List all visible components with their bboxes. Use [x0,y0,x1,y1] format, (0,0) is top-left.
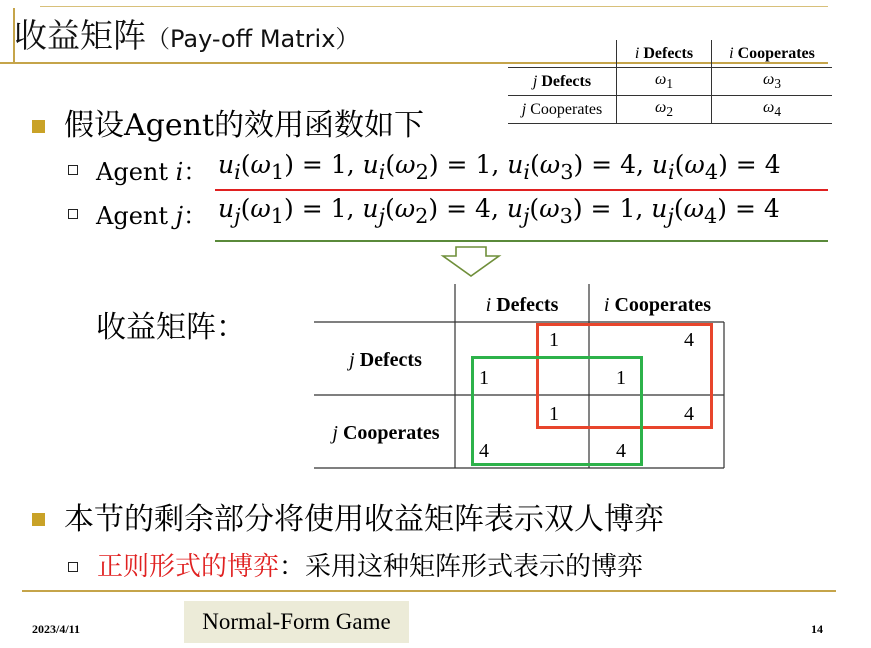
payoff-j-value: 4 [479,440,489,462]
outcome-cell: $\omega_1$ [617,68,712,96]
title-en: （Pay-off Matrix） [146,25,360,53]
footer-label-box: Normal-Form Game [184,601,409,643]
outcome-row-header: j Cooperates [508,96,617,124]
bullet-square [32,513,45,526]
payoff-j-value: 4 [616,440,626,462]
outcome-col-header: i Defects [617,40,712,68]
page-number: 14 [811,622,823,636]
bullet-text-utility: 假设Agent的效用函数如下 [64,108,424,143]
hollow-bullet [68,562,78,572]
outcome-cell: $\omega_3$ [712,68,833,96]
agent-j-label: Agent j： [96,202,208,230]
payoff-row-header-cooperates: j Cooperates [332,422,440,444]
outcome-cell: $\omega_2$ [617,96,712,124]
hollow-bullet [68,165,78,175]
payoff-i-value: 1 [549,329,559,351]
down-arrow-icon [440,246,502,278]
payoff-j-value: 1 [616,367,626,389]
footer-rule [22,590,836,592]
payoff-col-header-cooperates: i Cooperates [603,294,712,316]
title-cn: 收益矩阵 [14,16,146,55]
normal-form-definition [97,546,643,583]
bullet-square [32,120,45,133]
payoff-col-header-defects: i Defects [485,294,559,316]
outcome-cell: $\omega_4$ [712,96,833,124]
outcome-table [508,40,832,124]
bullet-text-remaining: 本节的剩余部分将使用收益矩阵表示双人博弈 [64,502,664,537]
payoff-label: 收益矩阵： [96,310,246,345]
payoff-i-value: 1 [549,403,559,425]
underline-green [215,240,828,242]
normal-form-desc: ：采用这种矩阵形式表示的博弈 [279,552,644,582]
footer-date: 2023/4/11 [32,622,81,636]
utility-j-equation: $u_j(\omega_1) = 1$, $u_j(\omega_2) = 4$, $u_j(\omega_3) = 1$, $u_j(\omega_4) = 4$ [218,194,780,228]
payoff-j-value: 1 [479,367,489,389]
page-title [14,10,359,57]
normal-form-term: 正则形式的博弈 [97,552,280,582]
green-highlight-box [471,356,643,466]
top-rule [40,6,828,7]
payoff-i-value: 4 [684,403,694,425]
underline-red [215,189,828,191]
outcome-col-header: i Cooperates [712,40,833,68]
utility-i-equation: $u_i(\omega_1) = 1$, $u_i(\omega_2) = 1$, $u_i(\omega_3) = 4$, $u_i(\omega_4) = 4$ [218,150,781,184]
payoff-i-value: 4 [684,329,694,351]
hollow-bullet [68,209,78,219]
agent-i-label: Agent i： [96,158,208,186]
outcome-row-header: j Defects [508,68,617,96]
payoff-row-header-defects: j Defects [349,349,422,371]
